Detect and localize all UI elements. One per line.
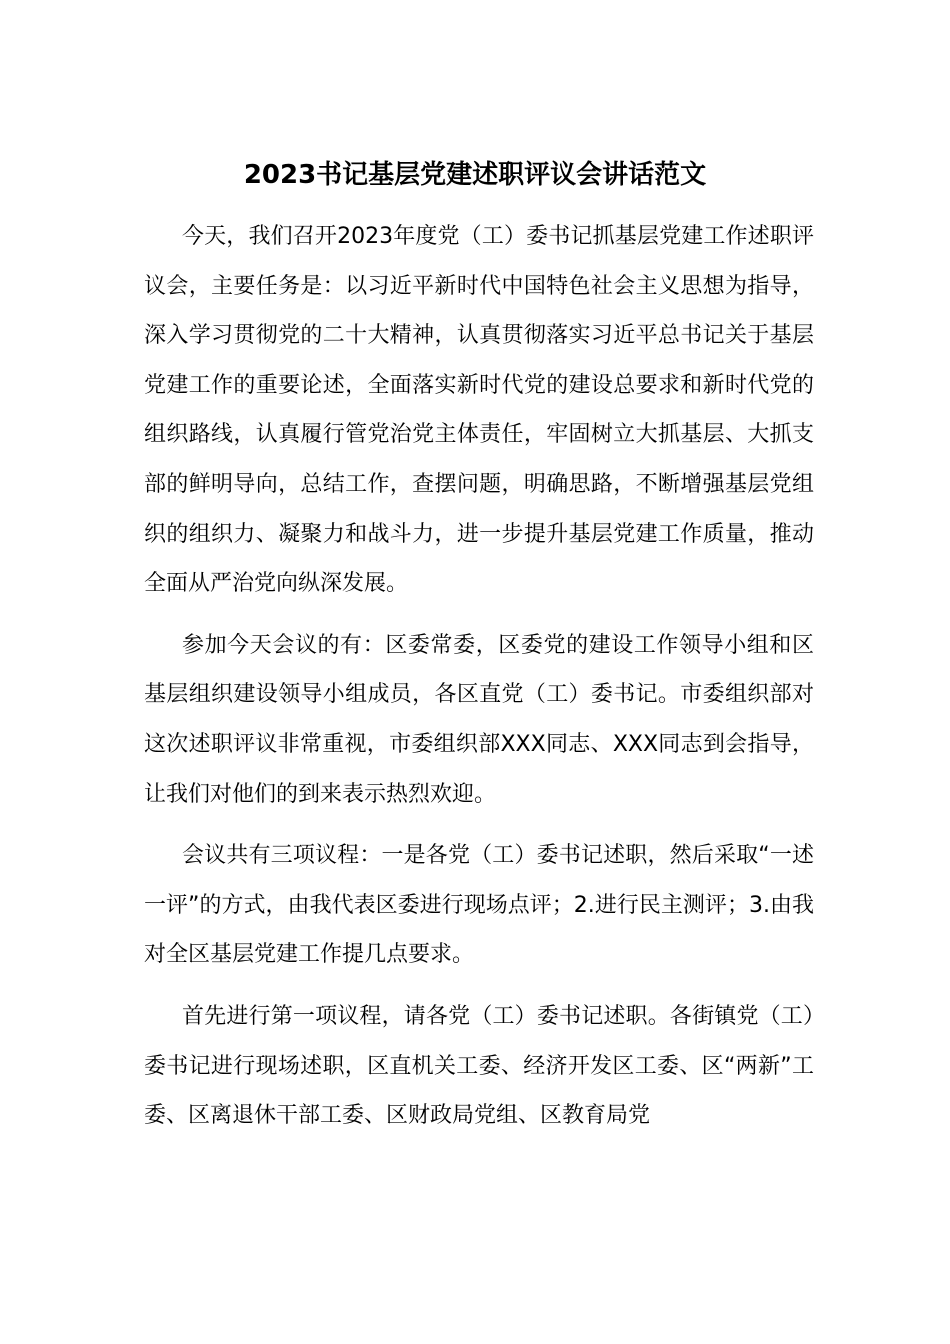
document-body <box>144 212 814 1153</box>
paragraph-agenda: 会议共有三项议程：一是各党（工）委书记述职，然后采取“一述一评”的方式，由我代表区委进行现场点评；2.进行民主测评；3.由我对全区基层党建工作提几点要求。 <box>144 843 814 968</box>
document-title: 2023书记基层党建述职评议会讲话范文 <box>243 160 707 190</box>
paragraph-intro: 今天，我们召开2023年度党（工）委书记抓基层党建工作述职评议会，主要任务是：以习近平新时代中国特色社会主义思想为指导，深入学习贯彻党的二十大精神，认真贯彻落实习近平总书记关于基层党建工作的重要论述，全面落实新时代党的建设总要求和新时代党的组织路线，认真履行管党治党主体责任，牢固树立大抓基层、大抓支部的鲜明导向，总结工作，查摆问题，明确思路，不断增强基层党组织的组织力、凝聚力和战斗力，进一步提升基层党建工作质量，推动全面从严治党向纵深发展。 <box>144 224 814 597</box>
paragraph-attendees: 参加今天会议的有：区委常委，区委党的建设工作领导小组和区基层组织建设领导小组成员，各区直党（工）委书记。市委组织部对这次述职评议非常重视，市委组织部XXX同志、XXX同志到会指导，让我们对他们的到来表示热烈欢迎。 <box>144 632 814 807</box>
paragraph-first-item: 首先进行第一项议程，请各党（工）委书记述职。各街镇党（工）委书记进行现场述职，区直机关工委、经济开发区工委、区“两新”工委、区离退休干部工委、区财政局党组、区教育局党 <box>144 1003 814 1129</box>
